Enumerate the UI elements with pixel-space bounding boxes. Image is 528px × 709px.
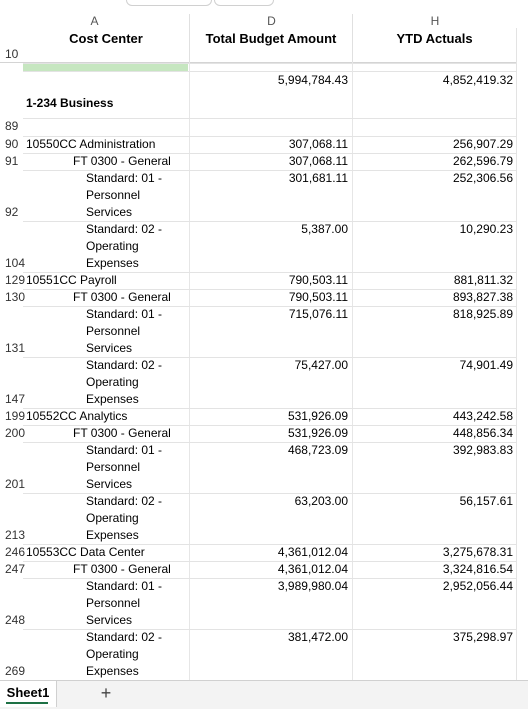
toolbar-tab[interactable] bbox=[214, 0, 274, 6]
budget-value[interactable]: 715,076.11 bbox=[288, 307, 348, 321]
actuals-value[interactable]: 3,324,816.54 bbox=[442, 562, 513, 576]
cost-center-label[interactable]: FT 0300 - General bbox=[73, 290, 171, 304]
vertical-scroll-area[interactable] bbox=[516, 28, 528, 680]
row-number[interactable]: 247 bbox=[5, 562, 26, 576]
actuals-value[interactable]: 2,952,056.44 bbox=[442, 579, 513, 593]
budget-value[interactable]: 301,681.11 bbox=[288, 171, 348, 185]
cost-center-label[interactable]: Standard: 02 - Operating Expenses bbox=[86, 358, 163, 406]
budget-value[interactable]: 381,472.00 bbox=[287, 630, 348, 644]
row-number[interactable]: 246 bbox=[5, 545, 26, 559]
cost-center-label[interactable]: Standard: 01 - Personnel Services bbox=[86, 307, 163, 355]
actuals-value[interactable]: 443,242.58 bbox=[452, 409, 513, 423]
cost-center-label[interactable]: FT 0300 - General bbox=[73, 562, 171, 576]
toolbar-tab[interactable] bbox=[126, 0, 212, 6]
cost-center-label[interactable]: 10552CC Analytics bbox=[26, 409, 128, 423]
sheet-tab-bar bbox=[0, 680, 528, 709]
actuals-value[interactable]: 893,827.38 bbox=[452, 290, 513, 304]
cost-center-label[interactable]: FT 0300 - General bbox=[73, 426, 171, 440]
total-budget-value[interactable]: 5,994,784.43 bbox=[277, 73, 348, 87]
cost-center-label[interactable]: 10551CC Payroll bbox=[26, 273, 117, 287]
actuals-value[interactable]: 375,298.97 bbox=[452, 630, 513, 644]
actuals-value[interactable]: 10,290.23 bbox=[459, 222, 513, 236]
budget-value[interactable]: 3,989,980.04 bbox=[277, 579, 348, 593]
row-number[interactable]: 200 bbox=[5, 426, 26, 440]
sheet-tab-sheet1[interactable] bbox=[0, 681, 57, 707]
actuals-value[interactable]: 262,596.79 bbox=[452, 154, 513, 168]
row-number[interactable]: 92 bbox=[5, 205, 19, 219]
header-row bbox=[0, 28, 516, 63]
row-number[interactable]: 130 bbox=[5, 290, 26, 304]
cost-center-label[interactable]: Standard: 01 - Personnel Services bbox=[86, 443, 163, 491]
cost-center-label[interactable]: FT 0300 - General bbox=[73, 154, 171, 168]
row-number[interactable]: 199 bbox=[5, 409, 26, 423]
header-cost-center[interactable]: Cost Center bbox=[69, 31, 143, 46]
cost-center-label[interactable]: Standard: 02 - Operating Expenses bbox=[86, 494, 163, 542]
selected-cell[interactable] bbox=[23, 64, 188, 71]
actuals-value[interactable]: 256,907.29 bbox=[452, 137, 513, 151]
budget-value[interactable]: 4,361,012.04 bbox=[277, 562, 348, 576]
actuals-value[interactable]: 448,856.34 bbox=[452, 426, 513, 440]
row-number[interactable]: 89 bbox=[5, 119, 19, 133]
row-separator bbox=[23, 63, 516, 64]
actuals-value[interactable]: 818,925.89 bbox=[452, 307, 513, 321]
actuals-value[interactable]: 252,306.56 bbox=[452, 171, 513, 185]
budget-value[interactable]: 468,723.09 bbox=[287, 443, 348, 457]
row-number[interactable]: 248 bbox=[5, 613, 26, 627]
cost-center-label[interactable]: Standard: 01 - Personnel Services bbox=[86, 579, 163, 627]
cost-center-label[interactable]: Standard: 01 - Personnel Services bbox=[86, 171, 163, 219]
sheet-tab-label: Sheet1 bbox=[6, 685, 50, 700]
column-header-d[interactable]: D bbox=[189, 14, 353, 28]
actuals-value[interactable]: 881,811.32 bbox=[453, 273, 513, 287]
row-number[interactable]: 269 bbox=[5, 664, 26, 678]
row-separator bbox=[23, 118, 516, 119]
row-number[interactable]: 90 bbox=[5, 137, 19, 151]
header-total-budget[interactable]: Total Budget Amount bbox=[189, 28, 352, 62]
row-number[interactable]: 104 bbox=[5, 256, 26, 270]
budget-value[interactable]: 5,387.00 bbox=[301, 222, 348, 236]
business-label[interactable]: 1-234 Business bbox=[26, 96, 114, 110]
row-number[interactable]: 213 bbox=[5, 528, 26, 542]
row-number[interactable]: 147 bbox=[5, 392, 26, 406]
budget-value[interactable]: 63,203.00 bbox=[294, 494, 348, 508]
budget-value[interactable]: 75,427.00 bbox=[294, 358, 348, 372]
row-number[interactable]: 131 bbox=[5, 341, 26, 355]
budget-value[interactable]: 4,361,012.04 bbox=[277, 545, 348, 559]
row-number[interactable]: 129 bbox=[5, 273, 26, 287]
active-tab-indicator bbox=[6, 702, 48, 704]
add-sheet-icon[interactable]: + bbox=[100, 683, 112, 703]
column-header-a[interactable]: A bbox=[90, 14, 99, 28]
row-number[interactable]: 91 bbox=[5, 154, 19, 168]
cost-center-label[interactable]: Standard: 02 - Operating Expenses bbox=[86, 222, 163, 270]
budget-value[interactable]: 307,068.11 bbox=[288, 154, 348, 168]
actuals-value[interactable]: 74,901.49 bbox=[459, 358, 513, 372]
actuals-value[interactable]: 392,983.83 bbox=[452, 443, 513, 457]
row-number[interactable]: 10 bbox=[5, 47, 19, 61]
total-actuals-value[interactable]: 4,852,419.32 bbox=[442, 73, 513, 87]
budget-value[interactable]: 531,926.09 bbox=[287, 426, 348, 440]
cost-center-label[interactable]: Standard: 02 - Operating Expenses bbox=[86, 630, 163, 678]
top-toolbar-strip bbox=[0, 0, 528, 6]
row-number[interactable]: 201 bbox=[5, 477, 26, 491]
cost-center-label[interactable]: 10553CC Data Center bbox=[26, 545, 145, 559]
budget-value[interactable]: 531,926.09 bbox=[287, 409, 348, 423]
budget-value[interactable]: 790,503.11 bbox=[288, 290, 348, 304]
actuals-value[interactable]: 56,157.61 bbox=[459, 494, 513, 508]
actuals-value[interactable]: 3,275,678.31 bbox=[442, 545, 513, 559]
header-ytd-actuals[interactable]: YTD Actuals bbox=[352, 28, 516, 62]
cost-center-label[interactable]: 10550CC Administration bbox=[26, 137, 156, 151]
budget-value[interactable]: 790,503.11 bbox=[288, 273, 348, 287]
column-header-h[interactable]: H bbox=[352, 14, 517, 28]
budget-value[interactable]: 307,068.11 bbox=[288, 137, 348, 151]
